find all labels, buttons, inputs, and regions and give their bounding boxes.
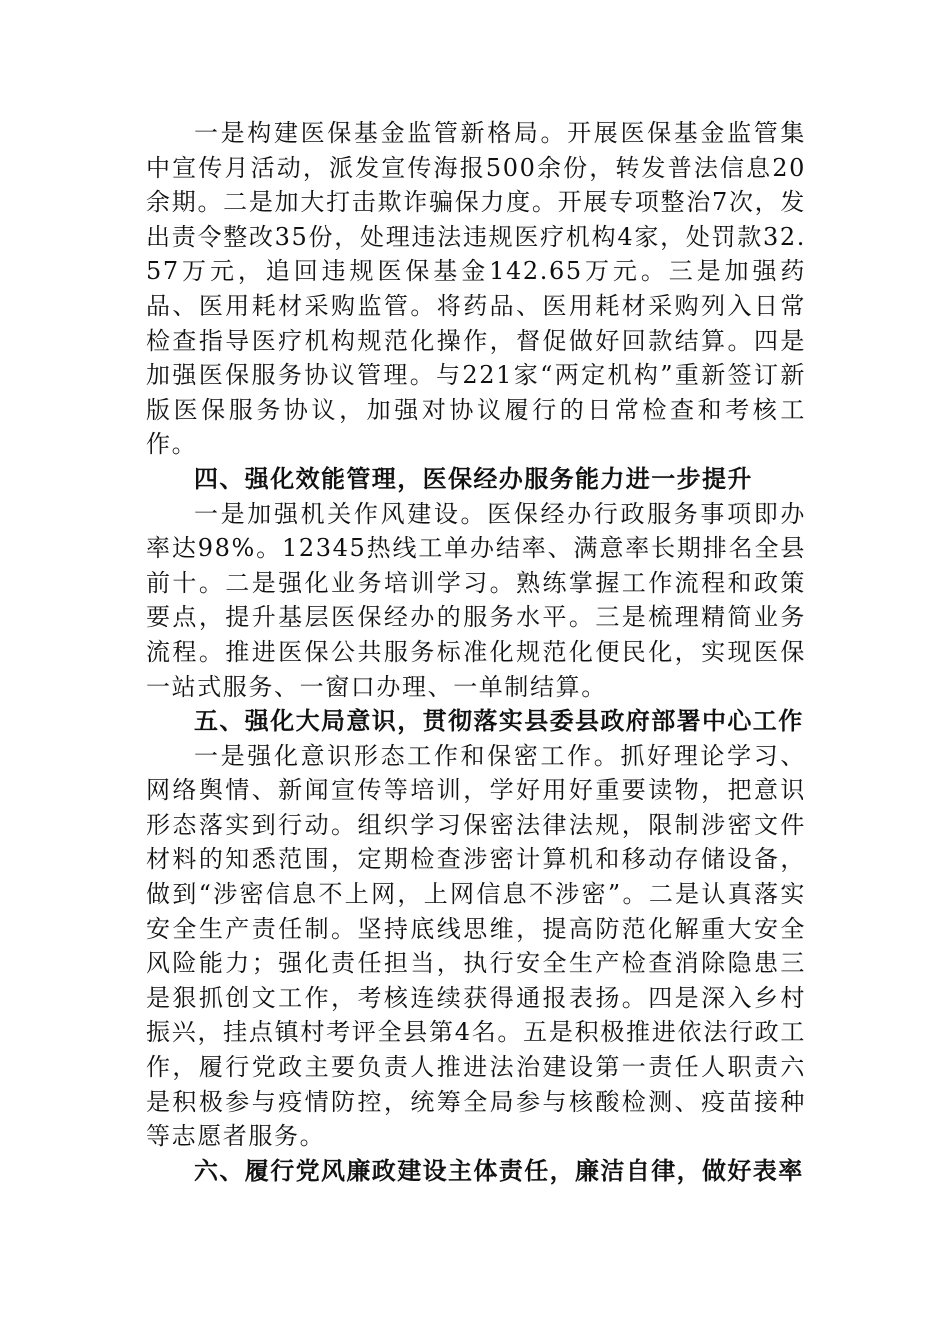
section-heading-6: 六、履行党风廉政建设主体责任，廉洁自律，做好表率 — [194, 1156, 804, 1185]
section-heading-5: 五、强化大局意识，贯彻落实县委县政府部署中心工作 — [194, 707, 804, 736]
document-body — [146, 116, 806, 1188]
paragraph-fund-supervision: 一是构建医保基金监管新格局。开展医保基金监管集中宣传月活动，派发宣传海报500余份，转发普法信息20余期。二是加大打击欺诈骗保力度。开展专项整治7次，发出责令整改35份，处理违法违规医疗机构4家，处罚款32.57万元，追回违规医保基金142.65万元。三是加强药品、医用耗材采购监管。将药品、医用耗材采购列入日常检查指导医疗机构规范化操作，督促做好回款结算。四是加强医保服务协议管理。与221家“两定机构”重新签订新版医保服务协议，加强对协议履行的日常检查和考核工作。 — [146, 119, 806, 459]
paragraph-central-work: 一是强化意识形态工作和保密工作。抓好理论学习、网络舆情、新闻宣传等培训，学好用好重要读物，把意识形态落实到行动。组织学习保密法律法规，限制涉密文件材料的知悉范围，定期检查涉密计算机和移动存储设备，做到“涉密信息不上网，上网信息不涉密”。二是认真落实安全生产责任制。坚持底线思维，提高防范化解重大安全风险能力；强化责任担当，执行安全生产检查消除隐患三是狠抓创文工作，考核连续获得通报表扬。四是深入乡村振兴，挂点镇村考评全县第4名。五是积极推进依法行政工作，履行党政主要负责人推进法治建设第一责任人职责六是积极参与疫情防控，统筹全局参与核酸检测、疫苗接种等志愿者服务。 — [146, 741, 806, 1151]
section-heading-4: 四、强化效能管理，医保经办服务能力进一步提升 — [194, 464, 753, 493]
paragraph-efficiency-management: 一是加强机关作风建设。医保经办行政服务事项即办率达98%。12345热线工单办结率、满意率长期排名全县前十。二是强化业务培训学习。熟练掌握工作流程和政策要点，提升基层医保经办的服务水平。三是梳理精简业务流程。推进医保公共服务标准化规范化便民化，实现医保一站式服务、一窗口办理、一单制结算。 — [146, 499, 806, 701]
